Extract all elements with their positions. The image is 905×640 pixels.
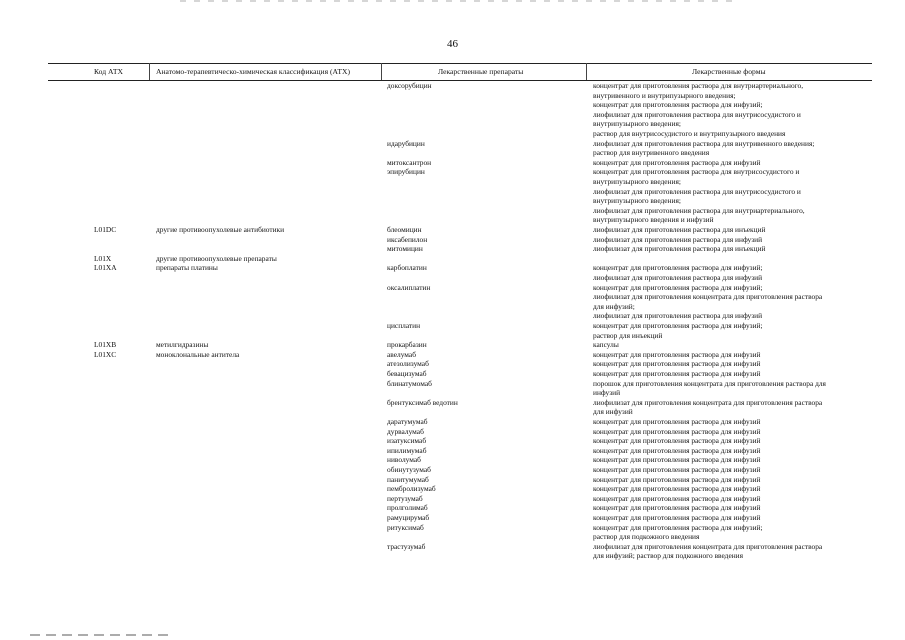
table-row (0, 100, 905, 110)
table-row (0, 388, 905, 398)
drug-name: пролголимаб (387, 503, 428, 513)
drug-name: обинутузумаб (387, 465, 431, 474)
dosage-form: концентрат для приготовления раствора для инфузий (593, 426, 761, 436)
dosage-form: концентрат для приготовления раствора для инфузий; (593, 263, 763, 273)
table-row (0, 177, 905, 187)
dosage-form: раствор для внутрисосудистого и внутрипузырного введения (593, 129, 786, 138)
dosage-form: внутрипузырного введения; (593, 196, 681, 206)
header-divider (149, 63, 150, 80)
dosage-form: лиофилизат для приготовления раствора для инъекций (593, 225, 766, 234)
drug-name: авелумаб (387, 349, 416, 359)
dosage-form: концентрат для приготовления раствора для внутриартериального, (593, 81, 804, 90)
table-row (0, 283, 905, 293)
table-row (0, 167, 905, 177)
table-row (0, 523, 905, 533)
drug-name: брентуксимаб ведотин (387, 397, 458, 407)
dosage-form: концентрат для приготовления раствора для инфузий; (593, 100, 763, 110)
dosage-form: для инфузий; раствор для подкожного введения (593, 551, 744, 561)
dosage-form: лиофилизат для приготовления раствора для внутриартериального, (593, 205, 805, 215)
table-row (0, 513, 905, 523)
table-row (0, 465, 905, 475)
drug-name: иксабепилон (387, 234, 428, 244)
header-forms: Лекарственные формы (692, 67, 766, 76)
atc-code: L01XC (94, 349, 117, 359)
dosage-form: для инфузий (593, 407, 633, 417)
table-row (0, 503, 905, 513)
table-row (0, 455, 905, 465)
drug-name: рамуцирумаб (387, 513, 430, 522)
dosage-form: концентрат для приготовления раствора для инфузий (593, 157, 761, 167)
dosage-form: лиофилизат для приготовления раствора для инфузий (593, 311, 763, 321)
dosage-form: концентрат для приготовления раствора для инфузий (593, 436, 761, 446)
table-row (0, 139, 905, 149)
dosage-form: концентрат для приготовления раствора для инфузий (593, 513, 761, 522)
drug-name: митомицин (387, 244, 423, 254)
drug-name: даратумумаб (387, 417, 428, 426)
dosage-form: концентрат для приготовления раствора для инфузий (593, 369, 761, 378)
table-row (0, 292, 905, 302)
drug-name: дурвалумаб (387, 426, 424, 436)
atc-classification: другие противоопухолевые антибиотики (156, 225, 285, 234)
header-classification: Анатомо-терапевтическо-химическая классификация (АТХ) (156, 67, 350, 76)
table-row (0, 475, 905, 485)
scan-artifact-bottom (30, 634, 170, 636)
dosage-form: порошок для приготовления концентрата для приготовления раствора для (593, 378, 826, 388)
table-row (0, 446, 905, 456)
table-row (0, 398, 905, 408)
table-row (0, 254, 905, 264)
table-row (0, 359, 905, 369)
header-divider (586, 63, 587, 80)
drug-name: панитумумаб (387, 474, 429, 484)
dosage-form: концентрат для приготовления раствора для инфузий (593, 445, 761, 455)
dosage-form: инфузий (593, 388, 621, 398)
dosage-form: концентрат для приготовления раствора для инфузий (593, 484, 761, 494)
dosage-form: лиофилизат для приготовления раствора для инфузий (593, 273, 763, 282)
scan-artifact-top (180, 0, 740, 2)
atc-code: L01DC (94, 225, 117, 234)
table-row (0, 379, 905, 389)
table-header (48, 63, 872, 81)
dosage-form: лиофилизат для приготовления раствора для внутрисосудистого и (593, 186, 801, 196)
dosage-form: концентрат для приготовления раствора для инфузий (593, 465, 761, 474)
dosage-form: внутрипузырного введения; (593, 119, 681, 129)
dosage-form: лиофилизат для приготовления раствора для инъекций (593, 244, 766, 254)
drug-name: митоксантрон (387, 157, 432, 167)
table-row (0, 215, 905, 225)
table-row (0, 110, 905, 120)
atc-classification: другие противоопухолевые препараты (156, 253, 277, 263)
table-row (0, 81, 905, 91)
table-row (0, 187, 905, 197)
table-row (0, 225, 905, 235)
table-row (0, 206, 905, 216)
drug-name: пертузумаб (387, 493, 423, 503)
table-row (0, 407, 905, 417)
table-row (0, 484, 905, 494)
drug-name: ниволумаб (387, 455, 421, 465)
drug-name: карбоплатин (387, 263, 427, 273)
dosage-form: концентрат для приготовления раствора для инфузий (593, 349, 761, 359)
table-row (0, 273, 905, 283)
drug-name: бевацизумаб (387, 369, 427, 378)
drug-name: трастузумаб (387, 541, 426, 551)
dosage-form: внутрипузырного введения и инфузий (593, 215, 714, 225)
dosage-form: концентрат для приготовления раствора для инфузий (593, 455, 761, 465)
table-row (0, 119, 905, 129)
table-row (0, 302, 905, 312)
table-row (0, 340, 905, 350)
table-row (0, 369, 905, 379)
table-row (0, 263, 905, 273)
table-row (0, 331, 905, 341)
drug-name: атезолизумаб (387, 359, 429, 369)
dosage-form: концентрат для приготовления раствора для инфузий (593, 359, 761, 369)
table-row (0, 542, 905, 552)
table-row (0, 158, 905, 168)
dosage-form: концентрат для приготовления раствора для инфузий (593, 503, 761, 513)
dosage-form: капсулы (593, 340, 619, 350)
header-drugs: Лекарственные препараты (438, 67, 524, 76)
dosage-form: лиофилизат для приготовления раствора для внутрисосудистого и (593, 109, 801, 119)
dosage-form: концентрат для приготовления раствора для внутрисосудистого и (593, 167, 800, 177)
page-number: 46 (447, 38, 458, 50)
table-row (0, 551, 905, 561)
drug-name: цисплатин (387, 321, 421, 330)
dosage-form: раствор для внутривенного введения (593, 148, 710, 158)
table-row (0, 427, 905, 437)
drug-name: пембролизумаб (387, 484, 436, 494)
table-row (0, 148, 905, 158)
dosage-form: для инфузий; (593, 301, 635, 311)
table-row (0, 436, 905, 446)
atc-classification: моноклональные антитела (156, 349, 240, 359)
header-code: Код АТХ (94, 67, 123, 76)
dosage-form: концентрат для приготовления раствора для инфузий (593, 417, 761, 426)
dosage-form: лиофилизат для приготовления концентрата для приготовления раствора (593, 397, 823, 407)
dosage-form: лиофилизат для приготовления раствора для внутривенного введения; (593, 138, 815, 148)
table-row (0, 532, 905, 542)
drug-name: изатуксимаб (387, 436, 427, 446)
table-row (0, 321, 905, 331)
header-divider (381, 63, 382, 80)
table-row (0, 235, 905, 245)
dosage-form: концентрат для приготовления раствора для инфузий; (593, 321, 763, 330)
dosage-form: концентрат для приготовления раствора для инфузий (593, 493, 761, 503)
dosage-form: концентрат для приготовления раствора для инфузий; (593, 522, 763, 532)
atc-code: L01XA (94, 263, 117, 273)
dosage-form: раствор для инъекций (593, 330, 663, 340)
dosage-form: концентрат для приготовления раствора для инфузий (593, 474, 761, 484)
drug-name: доксорубицин (387, 81, 432, 90)
dosage-form: лиофилизат для приготовления концентрата для приготовления раствора (593, 292, 823, 302)
drug-name: оксалиплатин (387, 282, 431, 292)
atc-code: L01XB (94, 340, 117, 350)
table-row (0, 129, 905, 139)
atc-code: L01X (94, 253, 112, 263)
dosage-form: лиофилизат для приготовления концентрата для приготовления раствора (593, 541, 823, 551)
dosage-form: концентрат для приготовления раствора для инфузий; (593, 282, 763, 292)
dosage-form: внутрипузырного введения; (593, 177, 681, 186)
drug-name: блеомицин (387, 225, 422, 234)
atc-classification: препараты платины (156, 263, 218, 273)
drug-name: прокарбазин (387, 340, 427, 350)
dosage-form: лиофилизат для приготовления раствора для инфузий (593, 234, 763, 244)
table-row (0, 417, 905, 427)
drug-name: ритуксимаб (387, 522, 424, 532)
table-row (0, 350, 905, 360)
dosage-form: внутривенного и внутрипузырного введения; (593, 90, 736, 100)
table-row (0, 196, 905, 206)
atc-classification: метилгидразины (156, 340, 209, 350)
dosage-form: раствор для подкожного введения (593, 532, 700, 542)
drug-name: идарубицин (387, 138, 425, 148)
table-row (0, 311, 905, 321)
drug-name: эпирубицин (387, 167, 425, 177)
drug-name: блинатумомаб (387, 378, 432, 388)
table-row (0, 494, 905, 504)
table-row (0, 244, 905, 254)
drug-name: ипилимумаб (387, 445, 427, 455)
table-row (0, 91, 905, 101)
